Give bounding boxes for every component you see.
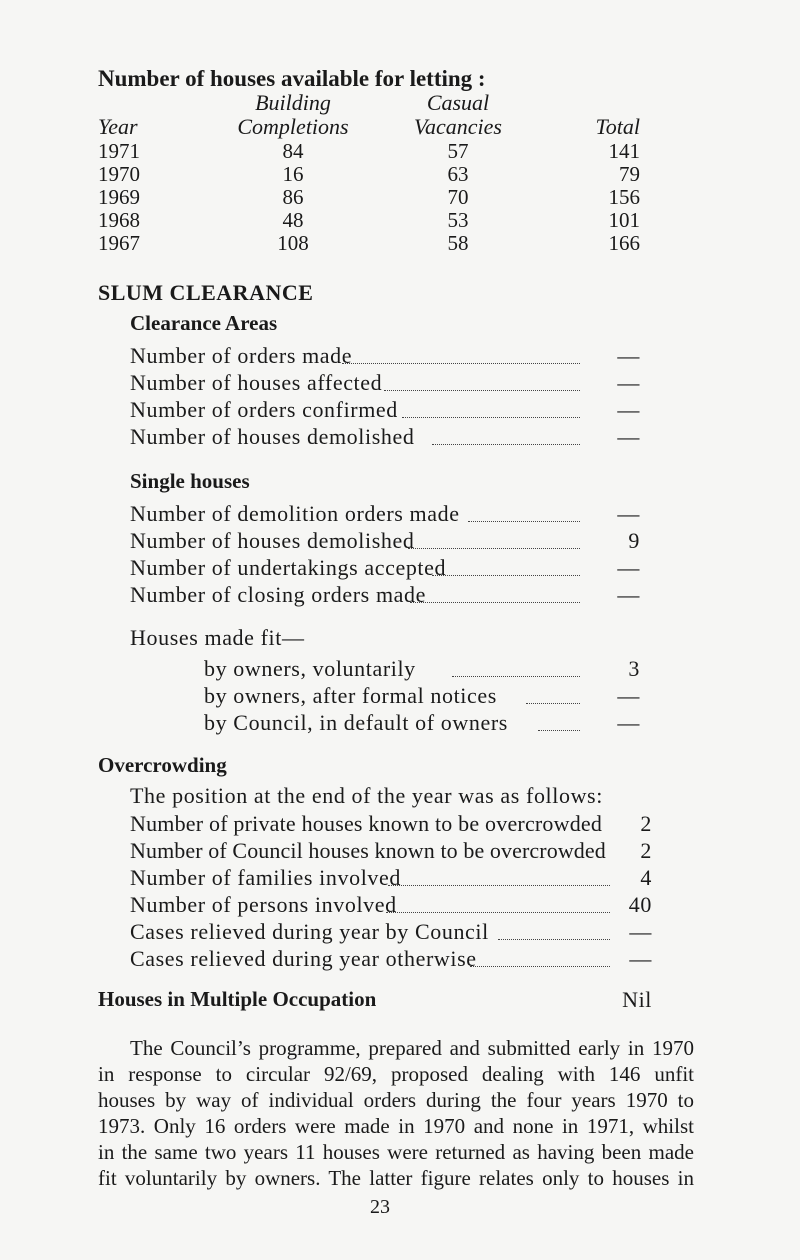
dot-leader [386, 912, 610, 913]
item-label: by owners, after formal notices [204, 683, 497, 708]
col-total: Total [595, 114, 640, 139]
item-value: 4 [640, 865, 652, 890]
item-value: — [617, 582, 640, 607]
cell-year: 1970 [98, 162, 140, 186]
dot-leader [384, 390, 580, 391]
dot-leader [452, 676, 580, 677]
cell-casual: 53 [447, 208, 469, 232]
item-label: Number of houses demolished [130, 424, 415, 449]
item-value: — [617, 370, 640, 395]
item-label: Cases relieved during year by Council [130, 919, 489, 944]
cell-total: 156 [608, 185, 640, 209]
paragraph-line: in response to circular 92/69, proposed dealing with 146 unfit [98, 1062, 694, 1086]
multiple-occupation-value: Nil [622, 987, 652, 1012]
cell-year: 1967 [98, 231, 140, 255]
item-label: Number of undertakings accepted [130, 555, 447, 580]
dot-leader [538, 730, 580, 731]
cell-year: 1968 [98, 208, 140, 232]
item-label: Number of orders made [130, 343, 353, 368]
col-year: Year [98, 114, 138, 139]
dot-leader [470, 966, 610, 967]
paragraph-line: in the same two years 11 houses were returned as having been made [98, 1140, 694, 1164]
cell-building: 16 [282, 162, 304, 186]
cell-casual: 58 [447, 231, 469, 255]
item-label: Cases relieved during year otherwise [130, 946, 477, 971]
clearance-areas-title: Clearance Areas [130, 311, 278, 335]
item-label: Number of houses affected [130, 370, 383, 395]
item-label: by owners, voluntarily [204, 656, 416, 681]
cell-building: 48 [282, 208, 304, 232]
col-casual-bottom: Vacancies [414, 114, 502, 139]
dot-leader [526, 703, 580, 704]
item-value: — [617, 397, 640, 422]
paragraph-line: 1973. Only 16 orders were made in 1970 and none in 1971, whilst [98, 1114, 694, 1138]
item-value: — [617, 343, 640, 368]
item-label: Number of houses demolished [130, 528, 415, 553]
col-building-top: Building [255, 90, 331, 115]
cell-year: 1969 [98, 185, 140, 209]
item-value: — [629, 919, 652, 944]
cell-year: 1971 [98, 139, 140, 163]
body-paragraph [98, 1035, 694, 1191]
col-building-bottom: Completions [237, 114, 349, 139]
cell-total: 141 [608, 139, 640, 163]
item-value: — [617, 683, 640, 708]
dot-leader [388, 885, 610, 886]
multiple-occupation-title: Houses in Multiple Occupation [98, 987, 377, 1011]
dot-leader [498, 939, 610, 940]
dot-leader [342, 363, 580, 364]
paragraph-line: houses by way of individual orders during the four years 1970 to [98, 1088, 694, 1112]
cell-casual: 57 [447, 139, 469, 163]
item-label: by Council, in default of owners [204, 710, 508, 735]
slum-clearance-title: SLUM CLEARANCE [98, 280, 314, 305]
dot-leader [402, 417, 580, 418]
item-value: 2 [640, 838, 652, 863]
page-number: 23 [370, 1196, 390, 1218]
cell-building: 86 [282, 185, 304, 209]
item-label: Number of demolition orders made [130, 501, 460, 526]
letting-title: Number of houses available for letting : [98, 66, 486, 91]
item-label: Number of closing orders made [130, 582, 426, 607]
dot-leader [432, 444, 580, 445]
item-label: Number of families involved [130, 865, 401, 890]
item-value: — [617, 555, 640, 580]
paragraph-line: fit voluntarily by owners. The latter figure relates only to houses in [98, 1166, 694, 1190]
item-label: Number of private houses known to be overcrowded [130, 811, 603, 836]
col-casual-top: Casual [426, 90, 490, 115]
cell-total: 79 [619, 162, 640, 186]
item-value: 3 [628, 656, 640, 681]
dot-leader [410, 602, 580, 603]
item-value: 40 [628, 892, 652, 917]
cell-building: 108 [277, 231, 309, 255]
item-value: 9 [628, 528, 640, 553]
single-houses-title: Single houses [130, 469, 250, 493]
overcrowding-intro: The position at the end of the year was as follows: [130, 783, 603, 808]
cell-casual: 70 [447, 185, 469, 209]
dot-leader [468, 521, 580, 522]
dot-leader [408, 548, 580, 549]
paragraph-line: The Council’s programme, prepared and submitted early in 1970 [130, 1036, 694, 1060]
cell-total: 101 [608, 208, 640, 232]
overcrowding-title: Overcrowding [98, 753, 227, 777]
houses-made-fit-title: Houses made fit— [130, 625, 305, 650]
cell-casual: 63 [447, 162, 469, 186]
item-value: — [617, 424, 640, 449]
item-value: — [617, 710, 640, 735]
cell-total: 166 [608, 231, 640, 255]
item-value: — [617, 501, 640, 526]
cell-building: 84 [282, 139, 304, 163]
item-label: Number of orders confirmed [130, 397, 398, 422]
item-value: — [629, 946, 652, 971]
item-label: Number of Council houses known to be overcrowded [130, 838, 606, 863]
item-label: Number of persons involved [130, 892, 397, 917]
item-value: 2 [640, 811, 652, 836]
dot-leader [432, 575, 580, 576]
